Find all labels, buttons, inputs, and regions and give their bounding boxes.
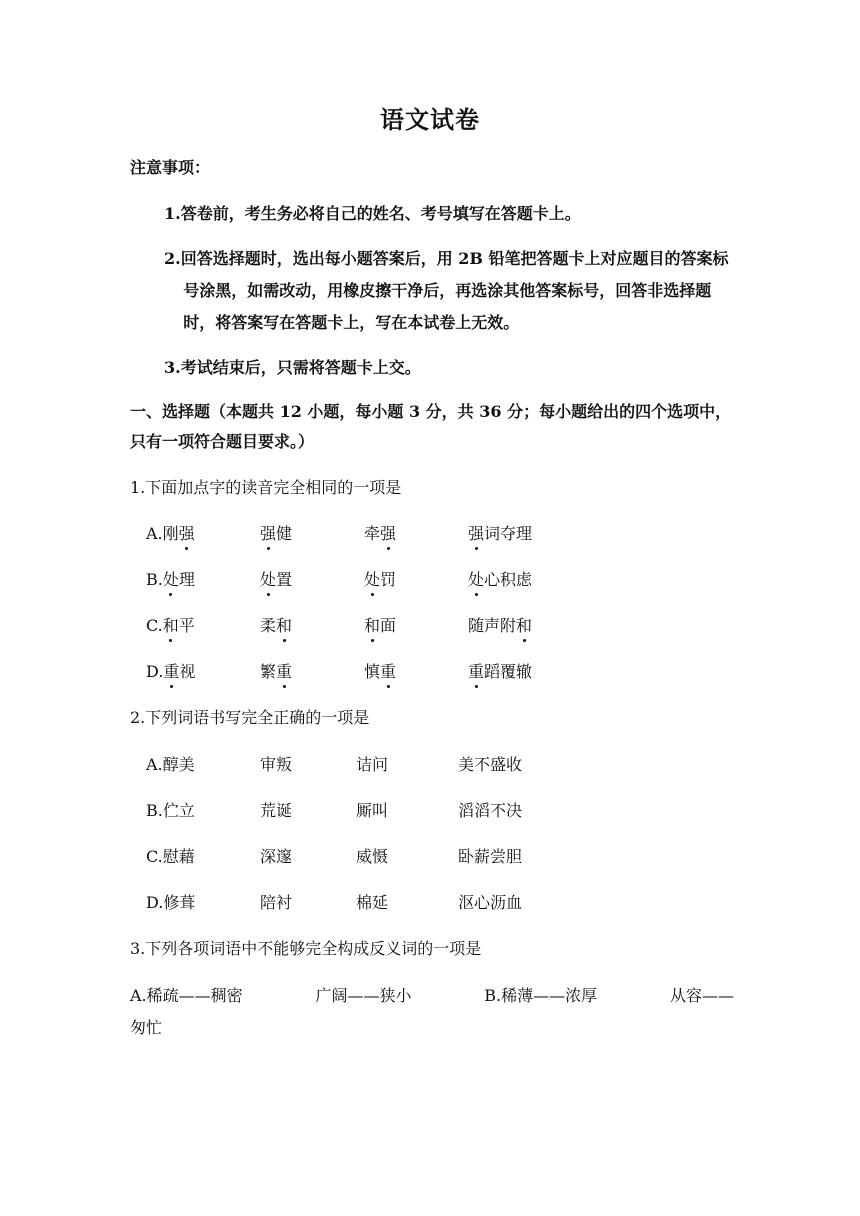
option-letter: D. xyxy=(146,893,164,912)
option-word xyxy=(260,800,292,822)
option-word xyxy=(146,615,195,637)
emphasis-char: 强 xyxy=(468,524,485,543)
option-word xyxy=(146,800,195,822)
word-text: 健 xyxy=(276,524,293,543)
word-text: 卧薪尝胆 xyxy=(458,847,523,866)
emphasis-char: 强 xyxy=(260,524,277,543)
word-text: 面 xyxy=(380,616,397,635)
word-text: 修葺 xyxy=(163,893,196,912)
option-row xyxy=(146,754,746,776)
q3-option-text: 广阔——狭小 xyxy=(315,986,412,1005)
q3-option-text: 匆忙 xyxy=(130,1018,163,1037)
option-word xyxy=(260,569,292,591)
option-word xyxy=(146,569,195,591)
emphasis-char: 和 xyxy=(364,616,381,635)
word-text: 威慑 xyxy=(356,847,389,866)
q3-option-text: B.稀薄——浓厚 xyxy=(484,986,598,1005)
option-word xyxy=(146,892,195,914)
word-text: 随声附 xyxy=(468,616,517,635)
option-word xyxy=(458,892,522,914)
word-text: 审叛 xyxy=(260,755,293,774)
option-word xyxy=(260,523,292,545)
option-word xyxy=(364,523,396,545)
emphasis-char: 和 xyxy=(162,616,179,635)
option-word xyxy=(458,800,522,822)
option-row xyxy=(146,846,746,868)
option-letter: B. xyxy=(146,570,163,589)
emphasis-char: 处 xyxy=(468,570,485,589)
option-word xyxy=(364,569,396,591)
word-text: 词夺理 xyxy=(484,524,533,543)
option-row xyxy=(146,523,746,545)
option-letter: A. xyxy=(146,755,163,774)
option-word xyxy=(468,615,532,637)
word-text: 理 xyxy=(178,570,195,589)
word-text: 繁 xyxy=(260,662,277,681)
option-word xyxy=(260,892,292,914)
word-text: 置 xyxy=(276,570,293,589)
option-word xyxy=(260,754,292,776)
option-row xyxy=(146,615,746,637)
emphasis-char: 重 xyxy=(276,662,293,681)
notice-item-3: 3.考试结束后，只需将答题卡上交。 xyxy=(164,358,421,377)
word-text: 美不盛收 xyxy=(458,755,523,774)
emphasis-char: 重 xyxy=(380,662,397,681)
question-stem: 1.下面加点字的读音完全相同的一项是 xyxy=(130,478,402,497)
q3-option-text: A.稀疏——稠密 xyxy=(130,986,243,1005)
option-letter: A. xyxy=(146,524,163,543)
emphasis-char: 处 xyxy=(162,570,179,589)
emphasis-char: 处 xyxy=(364,570,381,589)
word-text: 视 xyxy=(179,662,196,681)
q3-option-text: 从容—— xyxy=(669,986,734,1005)
exam-title: 语文试卷 xyxy=(380,105,480,134)
option-word xyxy=(146,754,195,776)
word-text: 平 xyxy=(178,616,195,635)
option-word xyxy=(468,569,532,591)
option-row xyxy=(146,569,746,591)
emphasis-char: 处 xyxy=(260,570,277,589)
word-text: 蹈覆辙 xyxy=(484,662,533,681)
word-text: 沤心沥血 xyxy=(458,893,523,912)
option-letter: C. xyxy=(146,847,163,866)
option-word xyxy=(458,754,522,776)
option-word xyxy=(146,661,195,683)
option-word xyxy=(468,661,532,683)
word-text: 伫立 xyxy=(162,801,195,820)
option-word xyxy=(364,661,396,683)
word-text: 滔滔不决 xyxy=(458,801,523,820)
emphasis-char: 重 xyxy=(468,662,485,681)
option-word xyxy=(260,615,292,637)
option-word xyxy=(146,523,195,545)
option-word xyxy=(356,754,388,776)
word-text: 慎 xyxy=(364,662,381,681)
option-letter: B. xyxy=(146,801,163,820)
word-text: 慰藉 xyxy=(162,847,195,866)
word-text: 深邃 xyxy=(260,847,293,866)
option-letter: C. xyxy=(146,616,163,635)
notice-item-1: 1.答卷前，考生务必将自己的姓名、考号填写在答题卡上。 xyxy=(164,204,581,223)
option-row xyxy=(146,892,746,914)
question-stem: 3.下列各项词语中不能够完全构成反义词的一项是 xyxy=(130,939,482,958)
word-text: 厮叫 xyxy=(356,801,389,820)
emphasis-char: 重 xyxy=(163,662,180,681)
word-text: 罚 xyxy=(380,570,397,589)
question-3-options xyxy=(130,980,734,1044)
question-stem: 2.下列词语书写完全正确的一项是 xyxy=(130,708,370,727)
option-word xyxy=(364,615,396,637)
word-text: 醇美 xyxy=(162,755,195,774)
word-text: 牵 xyxy=(364,524,381,543)
option-word xyxy=(458,846,522,868)
option-word xyxy=(260,846,292,868)
word-text: 棉延 xyxy=(356,893,389,912)
emphasis-char: 和 xyxy=(276,616,293,635)
notice-heading: 注意事项： xyxy=(130,158,211,177)
word-text: 刚 xyxy=(162,524,179,543)
option-word xyxy=(468,523,532,545)
option-word xyxy=(356,892,388,914)
emphasis-char: 强 xyxy=(178,524,195,543)
option-row xyxy=(146,661,746,683)
emphasis-char: 和 xyxy=(516,616,533,635)
word-text: 诘问 xyxy=(356,755,389,774)
option-word xyxy=(356,800,388,822)
option-word xyxy=(356,846,388,868)
option-word xyxy=(146,846,195,868)
word-text: 荒诞 xyxy=(260,801,293,820)
option-word xyxy=(260,661,292,683)
option-letter: D. xyxy=(146,662,164,681)
emphasis-char: 强 xyxy=(380,524,397,543)
word-text: 心积虑 xyxy=(484,570,533,589)
section-heading: 一、选择题（本题共 12 小题，每小题 3 分，共 36 分；每小题给出的四个选项中，只有一项符合题目要求。） xyxy=(130,402,732,451)
notice-item-2: 2.回答选择题时，选出每小题答案后，用 2B 铅笔把答题卡上对应题目的答案标号涂黑，如需改动，用橡皮擦干净后，再选涂其他答案标号，回答非选择题时，将答案写在答题卡上，写在本试卷上无效。 xyxy=(164,249,729,332)
word-text: 陪衬 xyxy=(260,893,293,912)
word-text: 柔 xyxy=(260,616,277,635)
option-row xyxy=(146,800,746,822)
